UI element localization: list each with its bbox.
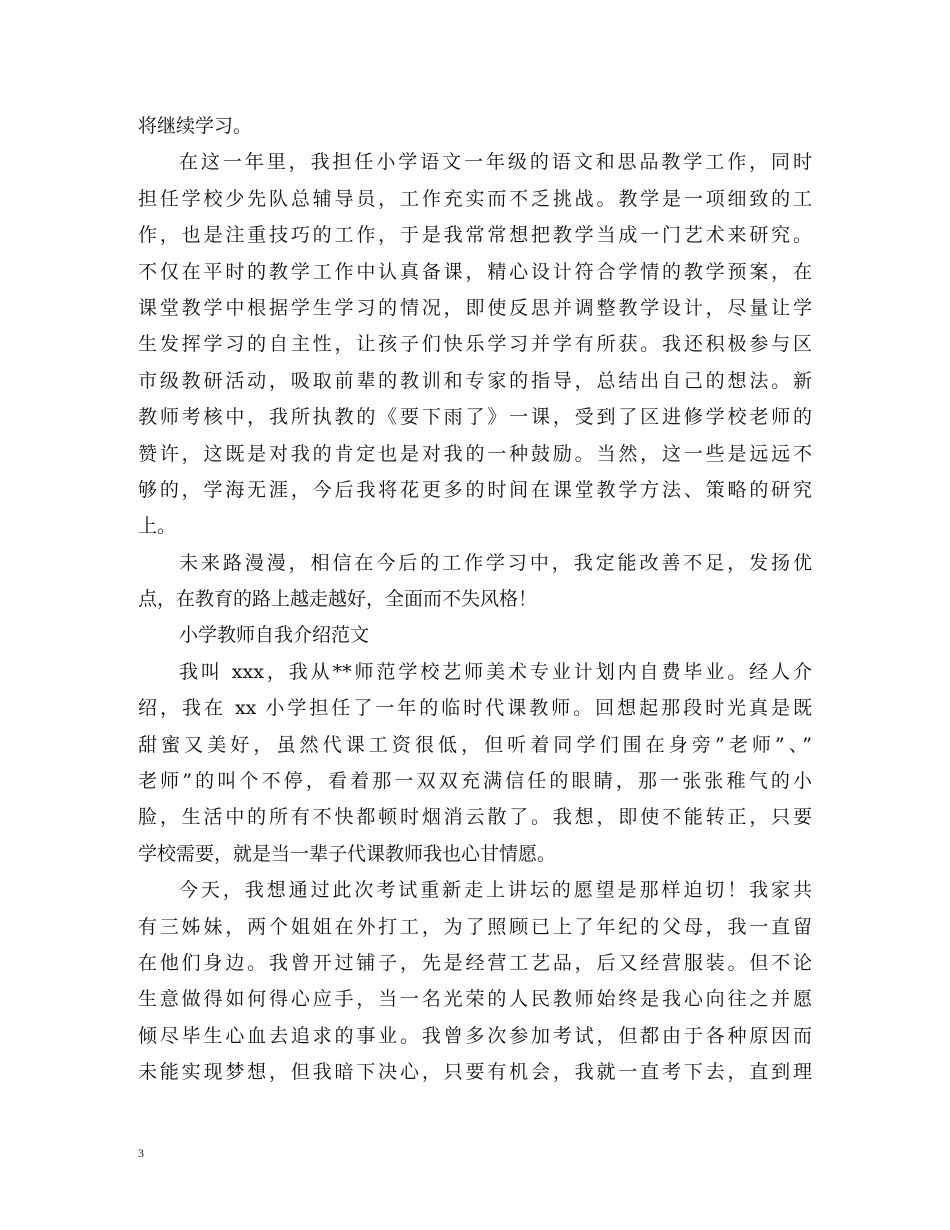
text-line: 不仅在平时的教学工作中认真备课，精心设计符合学情的教学预案，在: [138, 260, 812, 283]
text-line: 倾尽毕生心血去追求的事业。我曾多次参加考试，但都由于各种原因而: [138, 1024, 812, 1047]
text-line: 教师考核中，我所执教的《要下雨了》一课，受到了区进修学校老师的: [138, 406, 812, 429]
text-line: 我叫 xxx，我从**师范学校艺师美术专业计划内自费毕业。经人介: [179, 660, 812, 683]
text-line: 在他们身边。我曾开过铺子，先是经营工艺品，后又经营服装。但不论: [138, 951, 812, 974]
text-line: 未能实现梦想，但我暗下决心，只要有机会，我就一直考下去，直到理: [138, 1061, 812, 1084]
page-number: 3: [138, 1146, 144, 1160]
text-line: 生意做得如何得心应手，当一名光荣的人民教师始终是我心向往之并愿: [138, 988, 812, 1011]
text-line: 将继续学习。: [138, 115, 253, 137]
text-line: 赞许，这既是对我的肯定也是对我的一种鼓励。当然，这一些是远远不: [138, 442, 812, 465]
text-line: 课堂教学中根据学生学习的情况，即使反思并调整教学设计，尽量让学: [138, 296, 812, 319]
text-line: 有三姊妹，两个姐姐在外打工，为了照顾已上了年纪的父母，我一直留: [138, 915, 812, 938]
text-line: 绍，我在 xx 小学担任了一年的临时代课教师。回想起那段时光真是既: [138, 697, 812, 720]
text-line: 市级教研活动，吸取前辈的教训和专家的指导，总结出自己的想法。新: [138, 369, 812, 392]
text-line: 作，也是注重技巧的工作，于是我常常想把教学当成一门艺术来研究。: [138, 224, 812, 247]
text-line: 点，在教育的路上越走越好，全面而不失风格！: [138, 588, 538, 611]
text-line: 今天，我想通过此次考试重新走上讲坛的愿望是那样迫切！我家共: [179, 879, 812, 902]
text-line: 未来路漫漫，相信在今后的工作学习中，我定能改善不足，发扬优: [179, 551, 812, 574]
text-line: 老师”的叫个不停，看着那一双双充满信任的眼睛，那一张张稚气的小: [138, 770, 812, 793]
text-line: 小学教师自我介绍范文: [179, 624, 370, 647]
text-line: 担任学校少先队总辅导员，工作充实而不乏挑战。教学是一项细致的工: [138, 187, 812, 210]
text-line: 脸，生活中的所有不快都顿时烟消云散了。我想，即使不能转正，只要: [138, 806, 812, 829]
text-line: 学校需要，就是当一辈子代课教师我也心甘情愿。: [138, 842, 557, 865]
text-line: 上。: [138, 515, 177, 538]
document-body: [138, 108, 812, 1091]
text-line: 生发挥学习的自主性，让孩子们快乐学习并学有所获。我还积极参与区: [138, 333, 812, 356]
text-line: 甜蜜又美好，虽然代课工资很低，但听着同学们围在身旁”老师”、”: [138, 733, 812, 756]
text-line: 够的，学海无涯，今后我将花更多的时间在课堂教学方法、策略的研究: [138, 478, 812, 501]
text-line: 在这一年里，我担任小学语文一年级的语文和思品教学工作，同时: [179, 151, 812, 174]
